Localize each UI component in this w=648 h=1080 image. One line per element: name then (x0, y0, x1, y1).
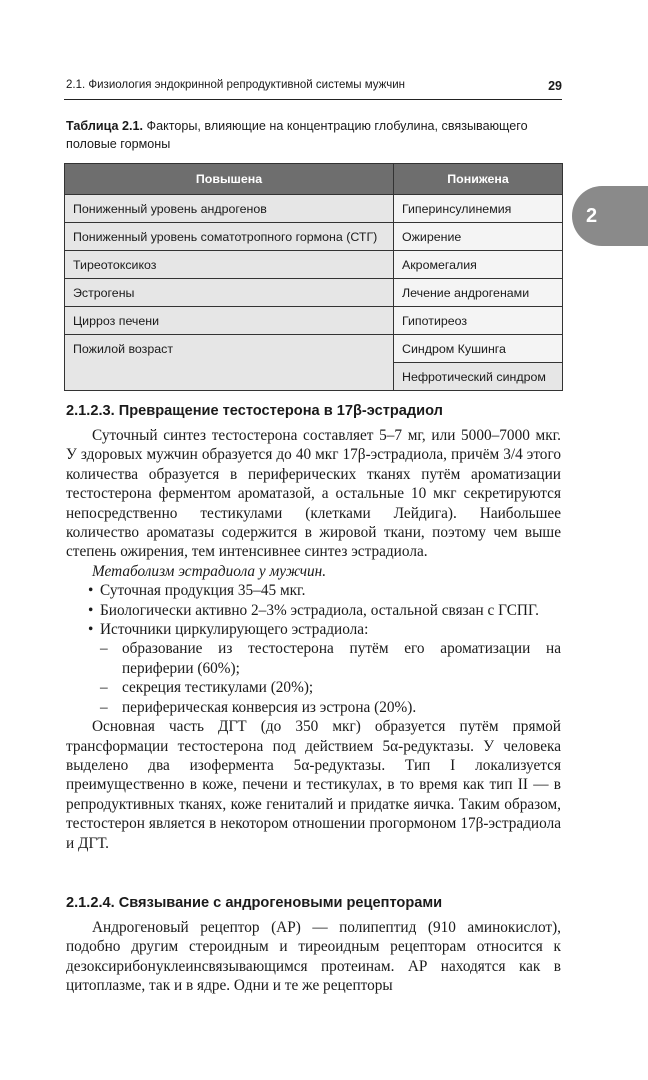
table-cell-decreased: Синдром Кушинга (394, 335, 563, 363)
factors-table (64, 163, 563, 391)
table-cell-decreased: Гиперинсулинемия (394, 195, 563, 223)
table-cell-increased: Тиреотоксикоз (65, 251, 394, 279)
table-header-row (65, 164, 563, 195)
table-cell-increased: Эстрогены (65, 279, 394, 307)
table-caption-label: Таблица 2.1. (66, 119, 143, 133)
paragraph: Андрогеновый рецептор (АР) — полипептид (910 аминокислот), подобно другим стероидным и тиреоидным рецепторам относится к дезоксирибонуклеинсвязывающимся протеинам. АР находятся как в цитоплазме, так и в ядре. Одни и те же рецепторы (66, 919, 561, 995)
sub-list-item-text: образование из тестостерона путём его ароматизации на периферии (60%); (122, 640, 561, 677)
table-row (65, 223, 563, 251)
bullet-marker: • (88, 582, 94, 600)
list-item (66, 601, 561, 620)
section-heading-estradiol: 2.1.2.3. Превращение тестостерона в 17β-эстрадиол (66, 403, 443, 419)
table-cell-decreased: Лечение андрогенами (394, 279, 563, 307)
chapter-tab: 2 (572, 186, 648, 246)
table-row (65, 279, 563, 307)
table-cell-decreased: Нефротический синдром (394, 363, 563, 391)
paragraph: Суточный синтез тестостерона составляет 5–7 мг, или 5000–7000 мкг. У здоровых мужчин образуется до 40 мкг 17β-эстрадиола, причём 3/4 этого количества образуется в периферических тканях путём ароматизации тестостерона ферментом ароматазой, а остальные 10 мкг секретируются непосредственно тестикулами (клетками Лейдига). Наибольшее количество ароматазы содержится в жировой ткани, поэтому чем выше степень ожирения, тем интенсивнее синтез эстрадиола. (66, 427, 561, 561)
bullet-marker: • (88, 601, 94, 619)
running-head (66, 79, 562, 93)
header-rule (64, 99, 562, 100)
sub-list-item (66, 698, 561, 717)
table-row (65, 307, 563, 335)
table-caption (66, 117, 566, 153)
table-cell-increased: Пожилой возраст (65, 335, 394, 391)
sub-list-item (66, 639, 561, 678)
bullet-marker: • (88, 621, 94, 639)
table-row (65, 335, 563, 363)
list-item (66, 581, 561, 600)
column-header-decreased: Понижена (394, 164, 563, 195)
table-cell-decreased: Акромегалия (394, 251, 563, 279)
section-body-receptors (66, 918, 561, 996)
column-header-increased: Повышена (65, 164, 394, 195)
page-number: 29 (548, 79, 562, 93)
table-cell-decreased: Ожирение (394, 223, 563, 251)
running-head-title: 2.1. Физиология эндокринной репродуктивной системы мужчин (66, 79, 405, 91)
dash-marker: – (100, 698, 108, 716)
list-item-text: Суточная продукция 35–45 мкг. (100, 582, 306, 600)
metabolism-subheading: Метаболизм эстрадиола у мужчин. (92, 562, 327, 580)
table-row (65, 251, 563, 279)
table-cell-increased: Пониженный уровень андрогенов (65, 195, 394, 223)
dash-marker: – (100, 679, 108, 697)
paragraph: Основная часть ДГТ (до 350 мкг) образуется путём прямой трансформации тестостерона под действием 5α-редуктазы. У человека выделено два изофермента 5α-редуктазы. Тип I локализуется преимущественно в коже, печени и тестикулах, в то время как тип II — в репродуктивных тканях, коже гениталий и придатке яичка. Таким образом, тестостерон является в некотором отношении прогормоном 17β-эстрадиола и ДГТ. (66, 718, 561, 852)
sub-list-item-text: секреция тестикулами (20%); (122, 679, 314, 697)
sub-list-item (66, 678, 561, 697)
sub-list-item-text: периферическая конверсия из эстрона (20%). (122, 698, 417, 716)
list-item-text: Биологически активно 2–3% эстрадиола, остальной связан с ГСПГ. (100, 601, 539, 619)
table-caption-text: Факторы, влияющие на концентрацию глобулина, связывающего половые гормоны (66, 119, 528, 151)
section-heading-receptors: 2.1.2.4. Связывание с андрогеновыми рецепторами (66, 895, 443, 911)
table-cell-decreased: Гипотиреоз (394, 307, 563, 335)
table-row (65, 195, 563, 223)
section-body-estradiol (66, 426, 561, 853)
dash-marker: – (100, 640, 108, 658)
list-item (66, 620, 561, 639)
table-cell-increased: Пониженный уровень соматотропного гормона (СТГ) (65, 223, 394, 251)
list-item-text: Источники циркулирующего эстрадиола: (100, 621, 369, 639)
table-cell-increased: Цирроз печени (65, 307, 394, 335)
